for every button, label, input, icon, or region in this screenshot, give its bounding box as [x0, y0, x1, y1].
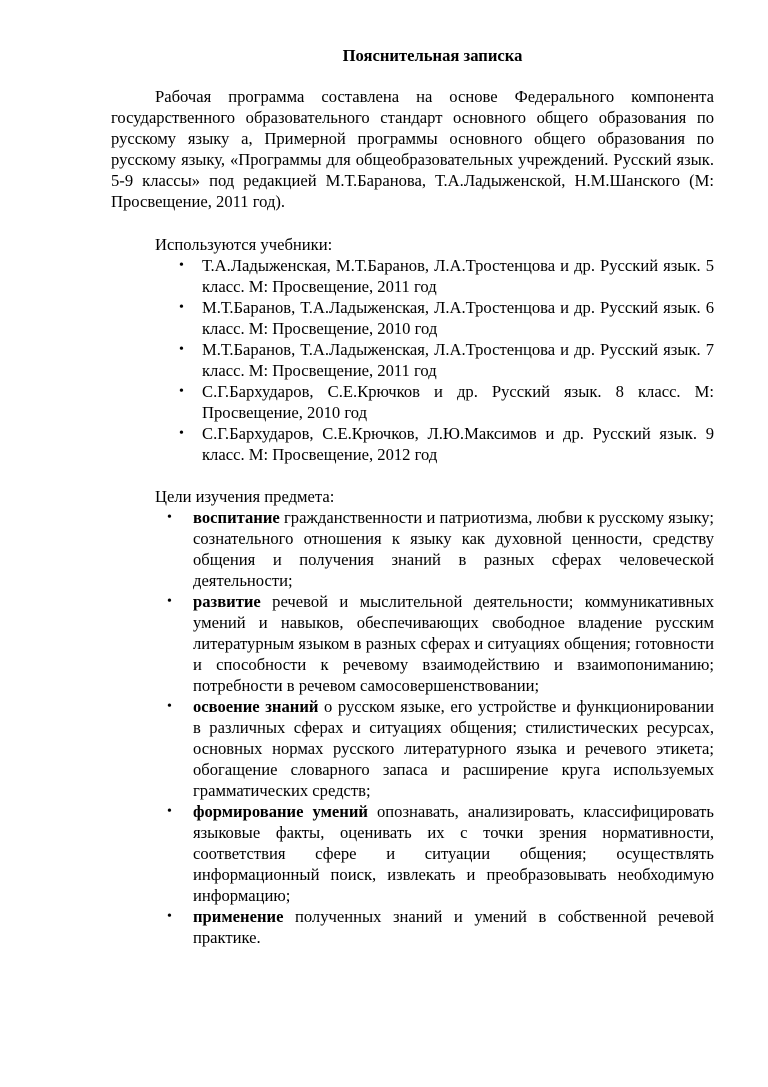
list-item	[111, 507, 714, 591]
goal-term: развитие	[193, 592, 261, 611]
goal-text: полученных знаний и умений в собственной речевой практике.	[193, 907, 714, 947]
textbook-text: М.Т.Баранов, Т.А.Ладыженская, Л.А.Тростенцова и др. Русский язык. 7 класс. М: Просвещение, 2011 год	[202, 340, 714, 380]
bullet-icon: •	[167, 594, 172, 609]
bullet-icon: •	[179, 384, 184, 399]
goal-text: речевой и мыслительной деятельности; коммуникативных умений и навыков, обеспечивающих свободное владение русским литературным языком в разных сферах и ситуациях общения; готовности и способности к речевому взаимодействию и взаимопониманию; потребности в речевом самосовершенствовании;	[193, 592, 714, 695]
goal-term: освоение знаний	[193, 697, 319, 716]
goal-term: воспитание	[193, 508, 280, 527]
bullet-icon: •	[179, 300, 184, 315]
list-item	[111, 423, 714, 465]
list-item	[111, 297, 714, 339]
goal-term: применение	[193, 907, 284, 926]
bullet-icon: •	[167, 510, 172, 525]
list-item	[111, 906, 714, 948]
goals-label: Цели изучения предмета:	[155, 487, 335, 506]
intro-paragraph: Рабочая программа составлена на основе Федерального компонента государственного образовательного стандарт основного общего образования по русскому языку а, Примерной программы основного общего образования по русскому языку, «Программы для общеобразовательных учреждений. Русский язык. 5-9 классы» под редакцией М.Т.Баранова, Т.А.Ладыженской, Н.М.Шанского (М: Просвещение, 2011 год).	[111, 87, 714, 211]
list-item	[111, 339, 714, 381]
goal-text: опознавать, анализировать, классифицировать языковые факты, оценивать их с точки зрения нормативности, соответствия сфере и ситуации общения; осуществлять информационный поиск, извлекать и преобразовывать необходимую информацию;	[193, 802, 714, 905]
textbook-text: М.Т.Баранов, Т.А.Ладыженская, Л.А.Тростенцова и др. Русский язык. 6 класс. М: Просвещение, 2010 год	[202, 298, 714, 338]
list-item	[111, 696, 714, 801]
textbooks-label: Используются учебники:	[155, 235, 333, 254]
goals-list	[111, 507, 714, 948]
page-title: Пояснительная записка	[342, 46, 523, 65]
bullet-icon: •	[167, 804, 172, 819]
list-item	[111, 801, 714, 906]
list-item	[111, 591, 714, 696]
textbook-text: С.Г.Бархударов, С.Е.Крючков и др. Русский язык. 8 класс. М: Просвещение, 2010 год	[202, 382, 714, 422]
goal-term: формирование умений	[193, 802, 368, 821]
goal-text: гражданственности и патриотизма, любви к русскому языку; сознательного отношения к языку как духовной ценности, средству общения и получения знаний в разных сферах человеческой деятельности;	[193, 508, 714, 590]
textbook-text: Т.А.Ладыженская, М.Т.Баранов, Л.А.Тростенцова и др. Русский язык. 5 класс. М: Просвещение, 2011 год	[202, 256, 714, 296]
list-item	[111, 255, 714, 297]
bullet-icon: •	[179, 426, 184, 441]
textbook-text: С.Г.Бархударов, С.Е.Крючков, Л.Ю.Максимов и др. Русский язык. 9 класс. М: Просвещение, 2012 год	[202, 424, 714, 464]
bullet-icon: •	[167, 699, 172, 714]
list-item	[111, 381, 714, 423]
bullet-icon: •	[179, 258, 184, 273]
bullet-icon: •	[167, 909, 172, 924]
textbooks-list	[111, 255, 714, 465]
bullet-icon: •	[179, 342, 184, 357]
goal-text: о русском языке, его устройстве и функционировании в различных сферах и ситуациях общения; стилистических ресурсах, основных нормах русского литературного языка и речевого этикета; обогащение словарного запаса и расширение круга используемых грамматических средств;	[193, 697, 714, 800]
